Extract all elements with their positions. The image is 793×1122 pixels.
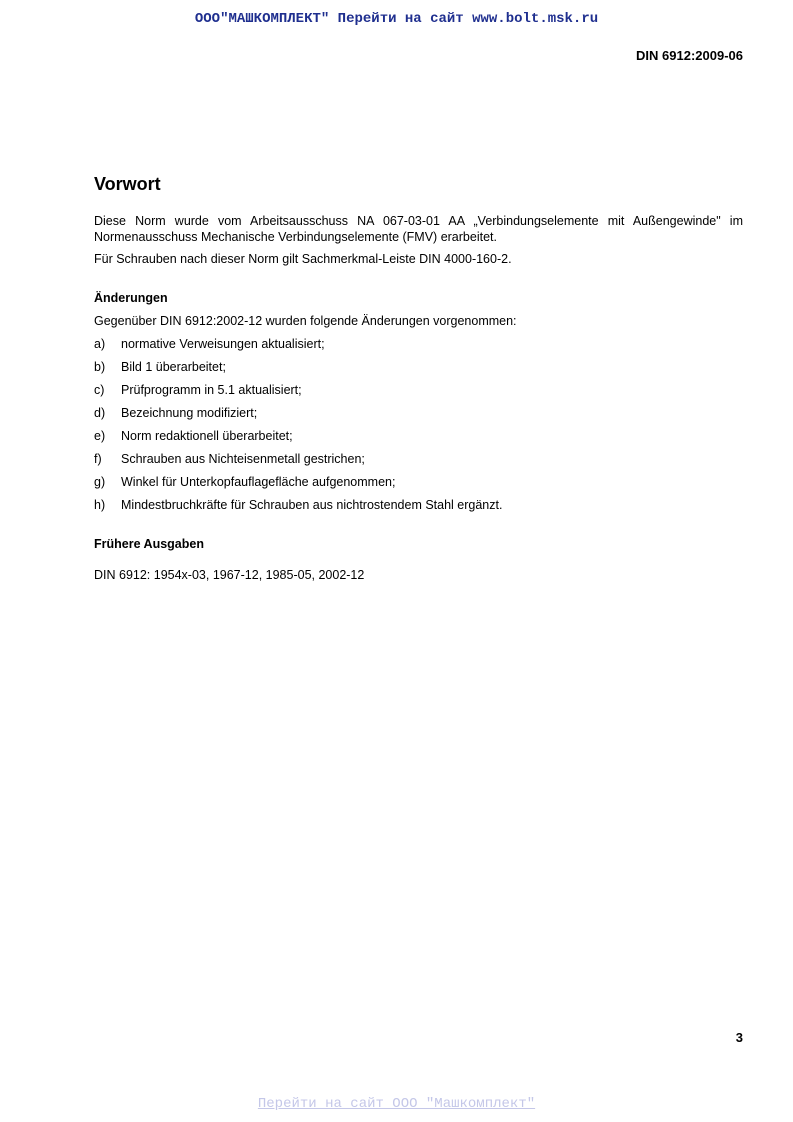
list-marker: h) xyxy=(94,498,106,512)
list-item xyxy=(94,336,743,352)
list-item-text: Norm redaktionell überarbeitet; xyxy=(121,429,293,443)
list-item xyxy=(94,428,743,444)
list-item-text: Prüfprogramm in 5.1 aktualisiert; xyxy=(121,383,302,397)
footer-site-link[interactable]: Перейти на сайт ООО "Машкомплект" xyxy=(257,1096,536,1112)
list-marker: a) xyxy=(94,337,106,351)
list-item-text: normative Verweisungen aktualisiert; xyxy=(121,337,325,351)
foreword-paragraph: Für Schrauben nach dieser Norm gilt Sachmerkmal-Leiste DIN 4000-160-2. xyxy=(94,252,512,266)
list-marker: d) xyxy=(94,406,106,420)
foreword-title: Vorwort xyxy=(94,174,161,194)
list-item xyxy=(94,359,743,375)
page-content xyxy=(94,172,743,583)
list-item xyxy=(94,405,743,421)
list-item xyxy=(94,474,743,490)
changes-intro: Gegenüber DIN 6912:2002-12 wurden folgende Änderungen vorgenommen: xyxy=(94,314,517,328)
list-item-text: Bild 1 überarbeitet; xyxy=(121,360,226,374)
foreword-paragraph: Diese Norm wurde vom Arbeitsausschuss NA 067-03-01 AA „Verbindungselemente mit Außengewinde" im Normenausschuss Mechanische Verbindungselemente (FMV) erarbeitet. xyxy=(94,214,743,244)
standard-identifier: DIN 6912:2009-06 xyxy=(636,48,743,63)
earlier-editions-text: DIN 6912: 1954x-03, 1967-12, 1985-05, 2002-12 xyxy=(94,568,365,582)
list-item-text: Bezeichnung modifiziert; xyxy=(121,406,258,420)
list-item xyxy=(94,497,743,513)
list-item-text: Schrauben aus Nichteisenmetall gestrichen; xyxy=(121,452,365,466)
list-item-text: Winkel für Unterkopfauflagefläche aufgenommen; xyxy=(121,475,396,489)
list-item-text: Mindestbruchkräfte für Schrauben aus nichtrostendem Stahl ergänzt. xyxy=(121,498,503,512)
changes-heading: Änderungen xyxy=(94,291,168,305)
list-marker: g) xyxy=(94,475,106,489)
changes-list xyxy=(94,336,743,513)
list-item xyxy=(94,451,743,467)
list-marker: f) xyxy=(94,452,102,466)
list-marker: e) xyxy=(94,429,106,443)
list-marker: b) xyxy=(94,360,106,374)
page-number: 3 xyxy=(735,1030,743,1045)
header-site-link[interactable]: ООО"МАШКОМПЛЕКТ" Перейти на сайт www.bolt.msk.ru xyxy=(194,11,599,27)
earlier-editions-heading: Frühere Ausgaben xyxy=(94,537,204,551)
list-marker: c) xyxy=(94,383,105,397)
list-item xyxy=(94,382,743,398)
